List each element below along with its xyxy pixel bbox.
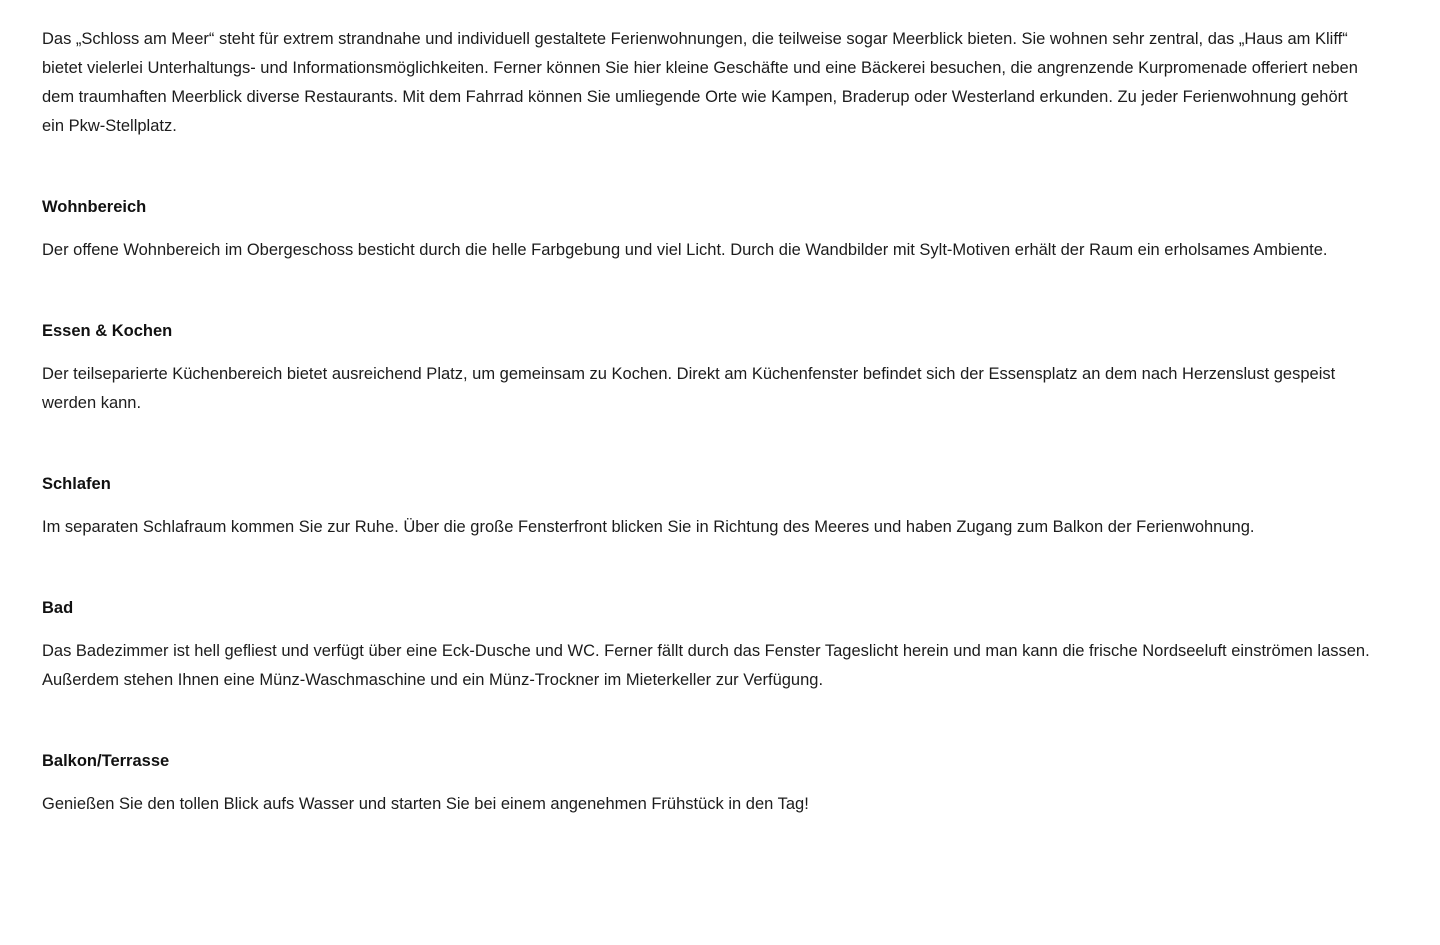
section-body-balkon-terrasse: Genießen Sie den tollen Blick aufs Wasser und starten Sie bei einem angenehmen Frühstück in den Tag! xyxy=(42,795,809,813)
section-heading-schlafen: Schlafen xyxy=(42,475,111,493)
section-heading-essen-kochen: Essen & Kochen xyxy=(42,322,173,340)
section-heading-wohnbereich: Wohnbereich xyxy=(42,198,147,216)
section-body-schlafen: Im separaten Schlafraum kommen Sie zur Ruhe. Über die große Fensterfront blicken Sie in Richtung des Meeres und haben Zugang zum Balkon der Ferienwohnung. xyxy=(42,518,1255,536)
section-body-bad: Das Badezimmer ist hell gefliest und verfügt über eine Eck-Dusche und WC. Ferner fällt durch das Fenster Tageslicht herein und man kann die frische Nordseeluft einströmen lassen. Außerdem stehen Ihnen eine Münz-Waschmaschine und ein Münz-Trockner im Mieterkeller zur Verfügung. xyxy=(42,642,1370,689)
section-body-essen-kochen: Der teilseparierte Küchenbereich bietet ausreichend Platz, um gemeinsam zu Kochen. Direkt am Küchenfenster befindet sich der Essensplatz an dem nach Herzenslust gespeist werden kann. xyxy=(42,365,1336,412)
section-heading-bad: Bad xyxy=(42,599,74,617)
intro-paragraph: Das „Schloss am Meer“ steht für extrem strandnahe und individuell gestaltete Ferienwohnungen, die teilweise sogar Meerblick bieten. Sie wohnen sehr zentral, das „Haus am Kliff“ bietet vielerlei Unterhaltungs- und Informationsmöglichkeiten. Ferner können Sie hier kleine Geschäfte und eine Bäckerei besuchen, die angrenzende Kurpromenade offeriert neben dem traumhaften Meerblick diverse Restaurants. Mit dem Fahrrad können Sie umliegende Orte wie Kampen, Braderup oder Westerland erkunden. Zu jeder Ferienwohnung gehört ein Pkw-Stellplatz. xyxy=(42,30,1358,135)
section-body-wohnbereich: Der offene Wohnbereich im Obergeschoss besticht durch die helle Farbgebung und viel Licht. Durch die Wandbilder mit Sylt-Motiven erhält der Raum ein erholsames Ambiente. xyxy=(42,241,1328,259)
section-heading-balkon-terrasse: Balkon/Terrasse xyxy=(42,752,170,770)
